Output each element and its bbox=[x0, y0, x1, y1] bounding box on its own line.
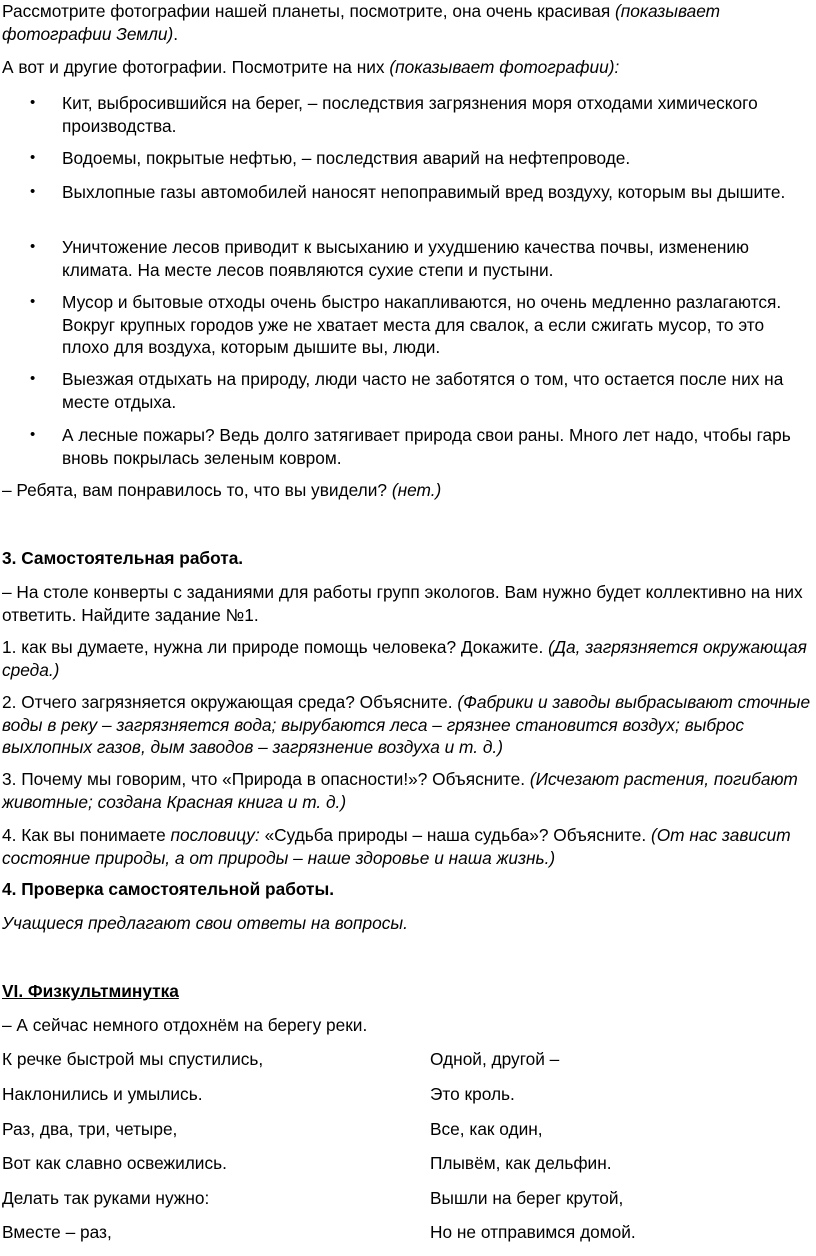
intro-text: А вот и другие фотографии. Посмотрите на них bbox=[2, 57, 390, 77]
intro-stage-direction: (показывает фотографии Земли) bbox=[2, 1, 721, 44]
task-question: 4. Как вы понимаете bbox=[2, 825, 171, 845]
task-1 bbox=[2, 636, 812, 681]
poem-line-right: Но не отправимся домой. bbox=[430, 1222, 636, 1242]
bullet-marker: • bbox=[30, 370, 36, 387]
task-answer: (От нас зависит состояние природы, а от природы – наше здоровье и наша жизнь.) bbox=[2, 825, 791, 868]
poem-line-right: Одной, другой – bbox=[430, 1049, 560, 1069]
list-item: Мусор и бытовые отходы очень быстро накапливаются, но очень медленно разлагаются. Вокруг крупных городов уже не хватает места для свалок, а если сжигать мусор, то это плохо для воздуха, которым дышите вы, люди. bbox=[62, 292, 782, 357]
intro-paragraph-1 bbox=[2, 0, 812, 45]
question-answer: (нет.) bbox=[391, 480, 442, 500]
intro-text: Рассмотрите фотографии нашей планеты, посмотрите, она очень красивая bbox=[2, 1, 615, 21]
poem-line-right: Вышли на берег крутой, bbox=[430, 1188, 624, 1208]
poem-line-right: Плывём, как дельфин. bbox=[430, 1153, 612, 1173]
question-paragraph bbox=[2, 479, 812, 502]
intro-paragraph-2 bbox=[2, 56, 812, 79]
section-3-intro: – На столе конверты с заданиями для работы групп экологов. Вам нужно будет коллективно на них ответить. Найдите задание №1. bbox=[2, 582, 803, 625]
list-item: Выхлопные газы автомобилей наносят непоправимый вред воздуху, которым вы дышите. bbox=[62, 182, 786, 202]
task-question: 2. Отчего загрязняется окружающая среда? Объясните. bbox=[2, 692, 458, 712]
list-item: А лесные пожары? Ведь долго затягивает природа свои раны. Много лет надо, чтобы гарь вновь покрылась зеленым ковром. bbox=[62, 425, 791, 468]
poem-line-left: К речке быстрой мы спустились, bbox=[2, 1049, 264, 1069]
section-4-heading: 4. Проверка самостоятельной работы. bbox=[2, 879, 335, 899]
poem-line-right: Все, как один, bbox=[430, 1119, 543, 1139]
section-6-intro: – А сейчас немного отдохнём на берегу реки. bbox=[2, 1015, 368, 1035]
intro-stage-direction: (показывает фотографии): bbox=[389, 57, 620, 77]
task-question: 3. Почему мы говорим, что «Природа в опасности!»? Объясните. bbox=[2, 769, 530, 789]
question-text: – Ребята, вам понравилось то, что вы увидели? bbox=[2, 480, 392, 500]
poem-line-left: Наклонились и умылись. bbox=[2, 1084, 203, 1104]
section-4-text: Учащиеся предлагают свои ответы на вопросы. bbox=[2, 913, 408, 933]
list-item: Уничтожение лесов приводит к высыханию и ухудшению качества почвы, изменению климата. На месте лесов появляются сухие степи и пустыни. bbox=[62, 237, 750, 280]
task-answer: (Фабрики и заводы выбрасывают сточные воды в реку – загрязняется вода; вырубаются леса – грязнее становится воздух; выброс выхлопных газов, дым заводов – загрязнение воздуха и т. д.) bbox=[2, 692, 811, 757]
task-answer: (Исчезают растения, погибают животные; создана Красная книга и т. д.) bbox=[2, 769, 798, 812]
poem-line-left: Вместе – раз, bbox=[2, 1222, 112, 1242]
task-2 bbox=[2, 691, 812, 759]
poem-line-left: Раз, два, три, четыре, bbox=[2, 1119, 178, 1139]
list-item: Выезжая отдыхать на природу, люди часто не заботятся о том, что остается после них на месте отдыха. bbox=[62, 369, 784, 412]
task-4 bbox=[2, 824, 812, 869]
poem-line-left: Вот как славно освежились. bbox=[2, 1153, 227, 1173]
list-item: Кит, выбросившийся на берег, – последствия загрязнения моря отходами химического производства. bbox=[62, 93, 758, 136]
bullet-marker: • bbox=[30, 238, 36, 255]
task-question: 1. как вы думаете, нужна ли природе помощь человека? Докажите. bbox=[2, 637, 549, 657]
bullet-marker: • bbox=[30, 94, 36, 111]
poem-line-right: Это кроль. bbox=[430, 1084, 515, 1104]
bullet-marker: • bbox=[30, 149, 36, 166]
task-question-rest: «Судьба природы – наша судьба»? Объясните. bbox=[259, 825, 651, 845]
intro-period: . bbox=[173, 23, 179, 44]
section-3-heading: 3. Самостоятельная работа. bbox=[2, 548, 244, 568]
task-italic-word: пословицу: bbox=[170, 825, 260, 845]
section-6-heading: VI. Физкультминутка bbox=[2, 981, 179, 1001]
bullet-marker: • bbox=[30, 293, 36, 310]
task-3 bbox=[2, 768, 812, 813]
poem-line-left: Делать так руками нужно: bbox=[2, 1188, 210, 1208]
list-item: Водоемы, покрытые нефтью, – последствия аварий на нефтепроводе. bbox=[62, 148, 631, 168]
bullet-marker: • bbox=[30, 183, 36, 200]
bullet-marker: • bbox=[30, 426, 36, 443]
task-answer: (Да, загрязняется окружающая среда.) bbox=[2, 637, 807, 680]
